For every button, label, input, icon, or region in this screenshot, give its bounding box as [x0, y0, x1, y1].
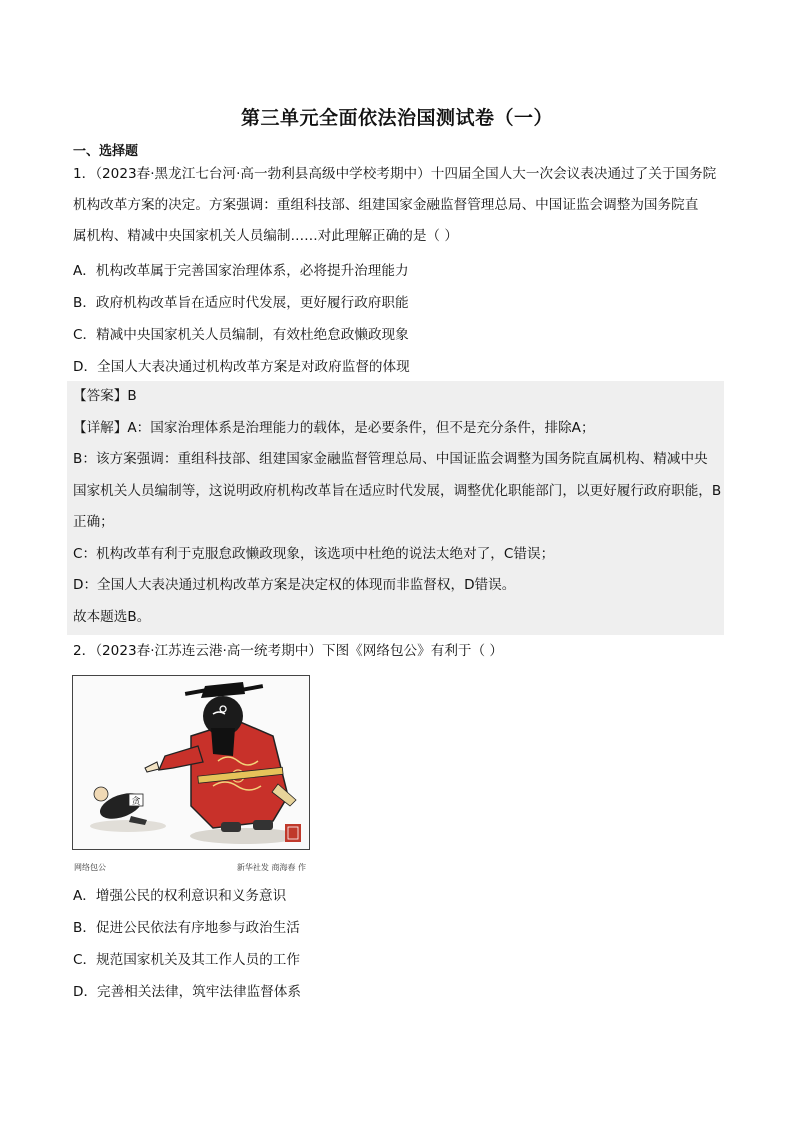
- detail-label: 【详解】: [73, 419, 128, 436]
- detail-a-text: A：国家治理体系是治理能力的载体，是必要条件，但不是充分条件，排除A；: [127, 419, 595, 436]
- detail-b-line: 正确；: [73, 514, 114, 530]
- question-1-stem: [73, 159, 723, 252]
- question-1-line: 1．（2023春·黑龙江七台河·高一勃利县高级中学校考期中）十四届全国人大一次会议表决通过了关于国务院: [73, 166, 717, 182]
- option-c: C．精减中央国家机关人员编制，有效杜绝怠政懒政现象: [73, 327, 409, 343]
- figure-caption-credit: 新华社发 商海春 作: [236, 863, 306, 872]
- detail-d-line: D：全国人大表决通过机构改革方案是决定权的体现而非监督权，D错误。: [73, 577, 516, 593]
- option-c: C．规范国家机关及其工作人员的工作: [73, 952, 300, 968]
- question-1-line: 属机构、精减中央国家机关人员编制……对此理解正确的是（ ）: [73, 228, 458, 244]
- question-1-options: [73, 255, 723, 383]
- option-a: A．增强公民的权利意识和义务意识: [73, 888, 287, 904]
- question-2-options: [73, 880, 723, 1008]
- option-d: D．全国人大表决通过机构改革方案是对政府监督的体现: [73, 359, 410, 375]
- answer-analysis-block: [67, 381, 724, 635]
- cartoon-figure: [72, 675, 310, 850]
- section-heading: 一、选择题: [73, 144, 139, 159]
- question-1-line: 机构改革方案的决定。方案强调：重组科技部、组建国家金融监督管理总局、中国证监会调整为国务院直: [73, 197, 699, 213]
- question-2-line: 2．（2023春·江苏连云港·高一统考期中）下图《网络包公》有利于（ ）: [73, 643, 504, 659]
- detail-b-line: B：该方案强调：重组科技部、组建国家金融监督管理总局、中国证监会调整为国务院直属机构、精减中央: [73, 451, 708, 467]
- figure-caption-title: 网络包公: [74, 863, 106, 872]
- detail-line: [67, 413, 724, 445]
- option-b: B．政府机构改革旨在适应时代发展，更好履行政府职能: [73, 295, 409, 311]
- option-d: D．完善相关法律，筑牢法律监督体系: [73, 984, 301, 1000]
- conclusion-line: 故本题选B。: [73, 608, 151, 625]
- figure-badge-text: 贪: [131, 797, 141, 807]
- page-title: 第三单元全面依法治国测试卷（一）: [240, 107, 553, 129]
- question-2-stem: [73, 636, 723, 667]
- detail-c-line: C：机构改革有利于克服怠政懒政现象，该选项中杜绝的说法太绝对了，C错误；: [73, 545, 555, 562]
- option-a: A．机构改革属于完善国家治理体系，必将提升治理能力: [73, 263, 409, 279]
- cartoon-illustration: [73, 676, 309, 849]
- detail-b-line: 国家机关人员编制等，这说明政府机构改革旨在适应时代发展，调整优化职能部门，以更好履行政府职能，B: [73, 482, 722, 499]
- option-b: B．促进公民依法有序地参与政治生活: [73, 920, 300, 936]
- answer-line: 【答案】B: [73, 388, 137, 404]
